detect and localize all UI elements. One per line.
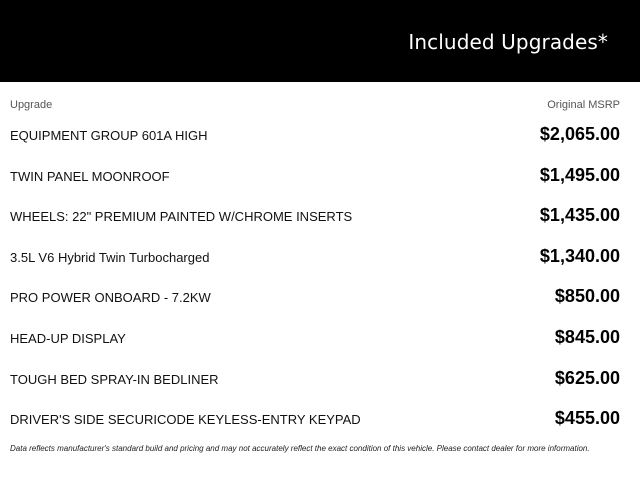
- page-title: Included Upgrades*: [408, 30, 608, 54]
- upgrade-name: HEAD-UP DISPLAY: [10, 330, 126, 346]
- column-header-upgrade: Upgrade: [10, 99, 53, 111]
- upgrade-name: PRO POWER ONBOARD - 7.2KW: [10, 290, 211, 306]
- upgrade-price: $455.00: [554, 408, 620, 429]
- disclaimer-text: Data reflects manufacturer's standard build and pricing and may not accurately reflect the exact condition of this vehicle. Please contact dealer for more information.: [10, 444, 590, 453]
- upgrade-row: [10, 359, 620, 400]
- upgrade-name: EQUIPMENT GROUP 601A HIGH: [10, 128, 208, 143]
- upgrade-row: [10, 318, 620, 359]
- upgrade-price: $625.00: [554, 367, 620, 388]
- upgrade-price: $2,065.00: [539, 124, 620, 144]
- upgrade-row: [10, 196, 620, 237]
- table-header: [10, 99, 620, 115]
- upgrade-name: TOUGH BED SPRAY-IN BEDLINER: [10, 371, 219, 387]
- upgrade-row: [10, 237, 620, 278]
- column-header-msrp: Original MSRP: [547, 99, 620, 111]
- upgrades-list: [10, 115, 620, 440]
- upgrade-row: [10, 115, 620, 156]
- upgrade-row: [10, 277, 620, 318]
- upgrade-row: [10, 399, 620, 440]
- upgrade-name: 3.5L V6 Hybrid Twin Turbocharged: [10, 249, 210, 265]
- upgrade-name: DRIVER'S SIDE SECURICODE KEYLESS-ENTRY KEYPAD: [10, 412, 361, 428]
- upgrade-price: $845.00: [554, 326, 620, 347]
- upgrade-price: $1,435.00: [539, 205, 620, 226]
- upgrade-price: $1,340.00: [539, 245, 620, 266]
- upgrade-price: $850.00: [554, 286, 620, 307]
- header-banner: [0, 0, 640, 82]
- upgrade-name: WHEELS: 22" PREMIUM PAINTED W/CHROME INSERTS: [10, 209, 353, 225]
- upgrade-row: [10, 156, 620, 197]
- upgrade-name: TWIN PANEL MOONROOF: [10, 168, 170, 184]
- upgrade-price: $1,495.00: [539, 164, 620, 185]
